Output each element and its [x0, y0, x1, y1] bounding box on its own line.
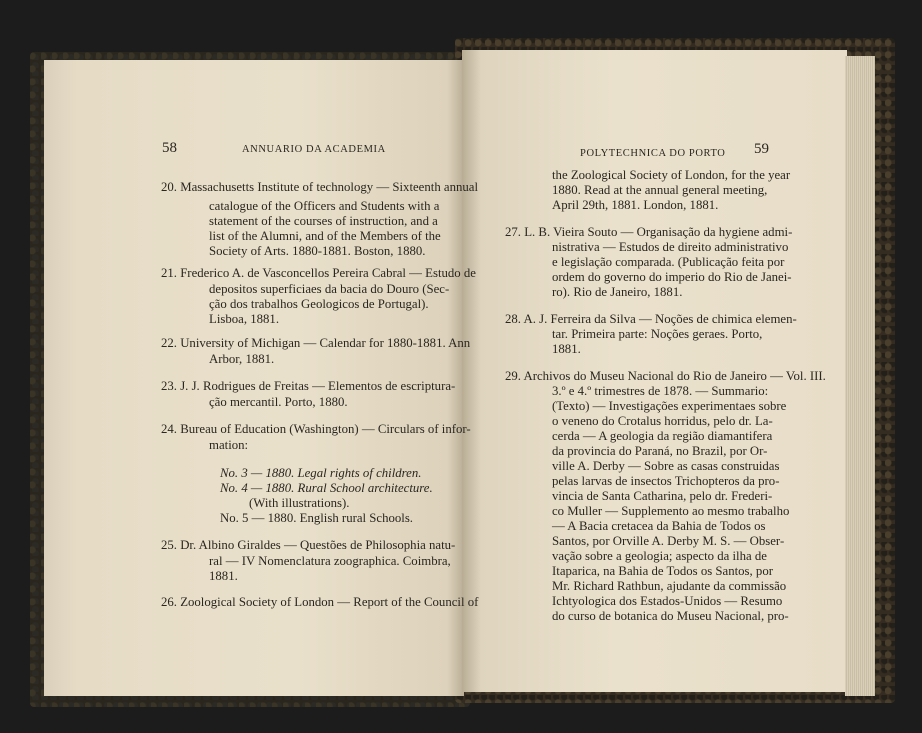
- text-line: 1881.: [209, 569, 238, 583]
- text-line: 20. Massachusetts Institute of technology — Sixteenth annual: [161, 180, 479, 194]
- text-line: No. 3 — 1880. Legal rights of children.: [220, 466, 422, 480]
- text-line: 21. Frederico A. de Vasconcellos Pereira Cabral — Estudo de: [161, 266, 476, 280]
- running-head-left: ANNUARIO DA ACADEMIA: [242, 144, 386, 155]
- text-line: Santos, por Orville A. Derby M. S. — Obser-: [552, 534, 785, 548]
- text-line: No. 4 — 1880. Rural School architecture.: [220, 481, 433, 495]
- text-line: 22. University of Michigan — Calendar for 1880-1881. Ann: [161, 336, 471, 350]
- text-line: 1880. Read at the annual general meeting,: [552, 183, 768, 197]
- text-line: e legislação comparada. (Publicação feita por: [552, 255, 785, 269]
- text-line: vação sobre a geologia; aspecto da ilha de: [552, 549, 767, 563]
- page-number-left: 58: [162, 140, 177, 156]
- text-line: 1881.: [552, 342, 581, 356]
- text-line: ro). Rio de Janeiro, 1881.: [552, 285, 683, 299]
- page-edges: [845, 56, 875, 696]
- text-line: 26. Zoological Society of London — Report of the Council of: [161, 595, 479, 609]
- text-line: No. 5 — 1880. English rural Schools.: [220, 511, 414, 525]
- text-line: nistrativa — Estudos de direito administrativo: [552, 240, 789, 254]
- text-line: 23. J. J. Rodrigues de Freitas — Elementos de escriptura-: [161, 379, 456, 393]
- text-line: vincia de Santa Catharina, pelo dr. Frederi-: [552, 489, 773, 503]
- text-line: Arbor, 1881.: [209, 352, 275, 366]
- text-line: 3.º e 4.º trimestres de 1878. — Summario:: [552, 384, 769, 398]
- text-line: pelas larvas de insectos Trichopteros da pro-: [552, 474, 780, 488]
- text-line: 27. L. B. Vieira Souto — Organisação da hygiene admi-: [505, 225, 793, 239]
- text-line: Mr. Richard Rathbun, ajudante da commissão: [552, 579, 787, 593]
- text-line: statement of the courses of instruction, and a: [209, 214, 438, 228]
- text-line: Ichtyologica dos Estados-Unidos — Resumo: [552, 594, 783, 608]
- text-line: ville A. Derby — Sobre as casas construidas: [552, 459, 780, 473]
- text-line: the Zoological Society of London, for the year: [552, 168, 791, 182]
- text-line: 28. A. J. Ferreira da Silva — Noções de chimica elemen-: [505, 312, 797, 326]
- text-line: co Muller — Supplemento ao mesmo trabalho: [552, 504, 790, 518]
- running-head-right: POLYTECHNICA DO PORTO: [580, 148, 726, 159]
- text-line: 29. Archivos do Museu Nacional do Rio de Janeiro — Vol. III.: [505, 369, 826, 383]
- text-line: do curso de botanica do Museu Nacional, pro-: [552, 609, 789, 623]
- text-line: Itaparica, na Bahia de Todos os Santos, por: [552, 564, 773, 578]
- text-line: ordem do governo do imperio do Rio de Janei-: [552, 270, 792, 284]
- text-line: ral — IV Nomenclatura zoographica. Coimbra,: [209, 554, 451, 568]
- text-line: (Texto) — Investigações experimentaes sobre: [552, 399, 787, 413]
- text-line: 24. Bureau of Education (Washington) — Circulars of infor-: [161, 422, 471, 436]
- text-line: Society of Arts. 1880-1881. Boston, 1880.: [209, 244, 426, 258]
- text-line: tar. Primeira parte: Noções geraes. Porto,: [552, 327, 763, 341]
- page-number-right: 59: [754, 141, 769, 157]
- text-line: mation:: [209, 438, 249, 452]
- text-line: catalogue of the Officers and Students with a: [209, 199, 440, 213]
- text-line: Lisboa, 1881.: [209, 312, 280, 326]
- text-line: ção mercantil. Porto, 1880.: [209, 395, 348, 409]
- text-line: da provincia do Paraná, no Brazil, por Or-: [552, 444, 768, 458]
- text-line: list of the Alumni, and of the Members of the: [209, 229, 441, 243]
- text-line: cerda — A geologia da região diamantifera: [552, 429, 773, 443]
- text-line: (With illustrations).: [249, 496, 350, 510]
- text-line: April 29th, 1881. London, 1881.: [552, 198, 719, 212]
- text-line: ção dos trabalhos Geologicos de Portugal).: [209, 297, 429, 311]
- text-line: depositos superficiaes da bacia do Douro (Sec-: [209, 282, 450, 296]
- text-line: o veneno do Crotalus horridus, pelo dr. La-: [552, 414, 773, 428]
- text-line: 25. Dr. Albino Giraldes — Questões de Philosophia natu-: [161, 538, 456, 552]
- text-line: — A Bacia cretacea da Bahia de Todos os: [552, 519, 766, 533]
